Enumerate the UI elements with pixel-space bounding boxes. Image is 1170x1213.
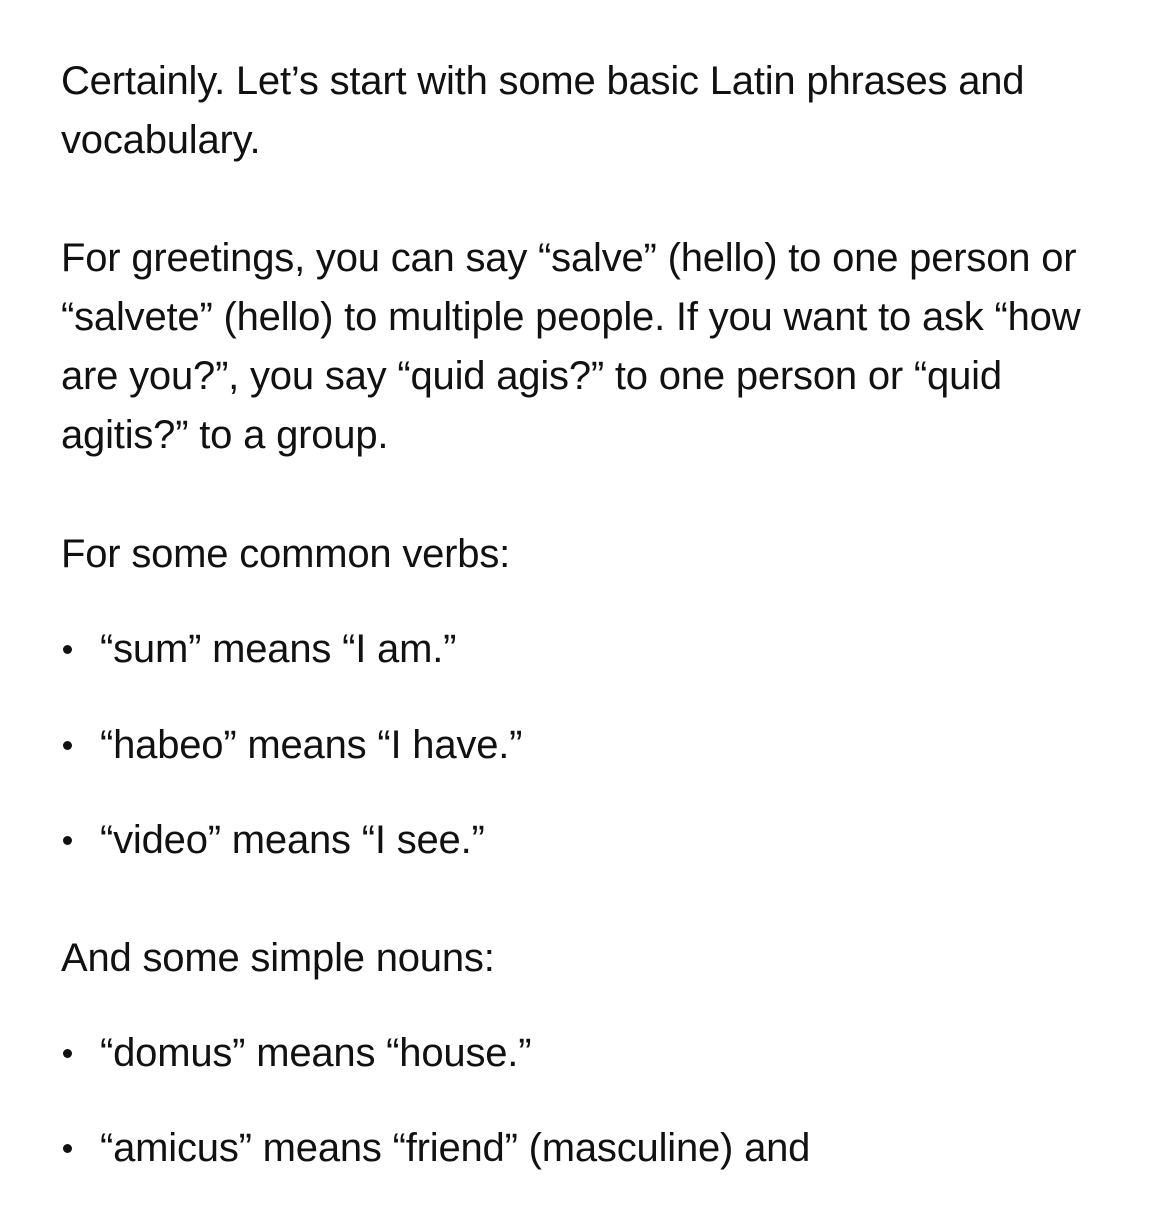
- verbs-heading: For some common verbs:: [61, 532, 511, 576]
- bullet-icon: [63, 1049, 72, 1058]
- bullet-icon: [63, 1144, 72, 1153]
- list-item-text: “domus” means “house.”: [100, 1031, 532, 1075]
- list-item-text: “sum” means “I am.”: [100, 627, 457, 671]
- list-item-text: “amicus” means “friend” (masculine) and: [100, 1126, 811, 1170]
- bullet-icon: [63, 836, 72, 845]
- intro-paragraph: Certainly. Let’s start with some basic Latin phrases and vocabulary.: [61, 59, 1025, 162]
- bullet-icon: [63, 645, 72, 654]
- bullet-icon: [63, 741, 72, 750]
- greetings-paragraph: For greetings, you can say “salve” (hello) to one person or “salvete” (hello) to multiple people. If you want to ask “how are you?”, you say “quid agis?” to one person or “quid agitis?” to a group.: [61, 236, 1081, 457]
- list-item-text: “habeo” means “I have.”: [100, 723, 523, 767]
- list-item-text: “video” means “I see.”: [100, 818, 485, 862]
- nouns-heading: And some simple nouns:: [61, 936, 495, 980]
